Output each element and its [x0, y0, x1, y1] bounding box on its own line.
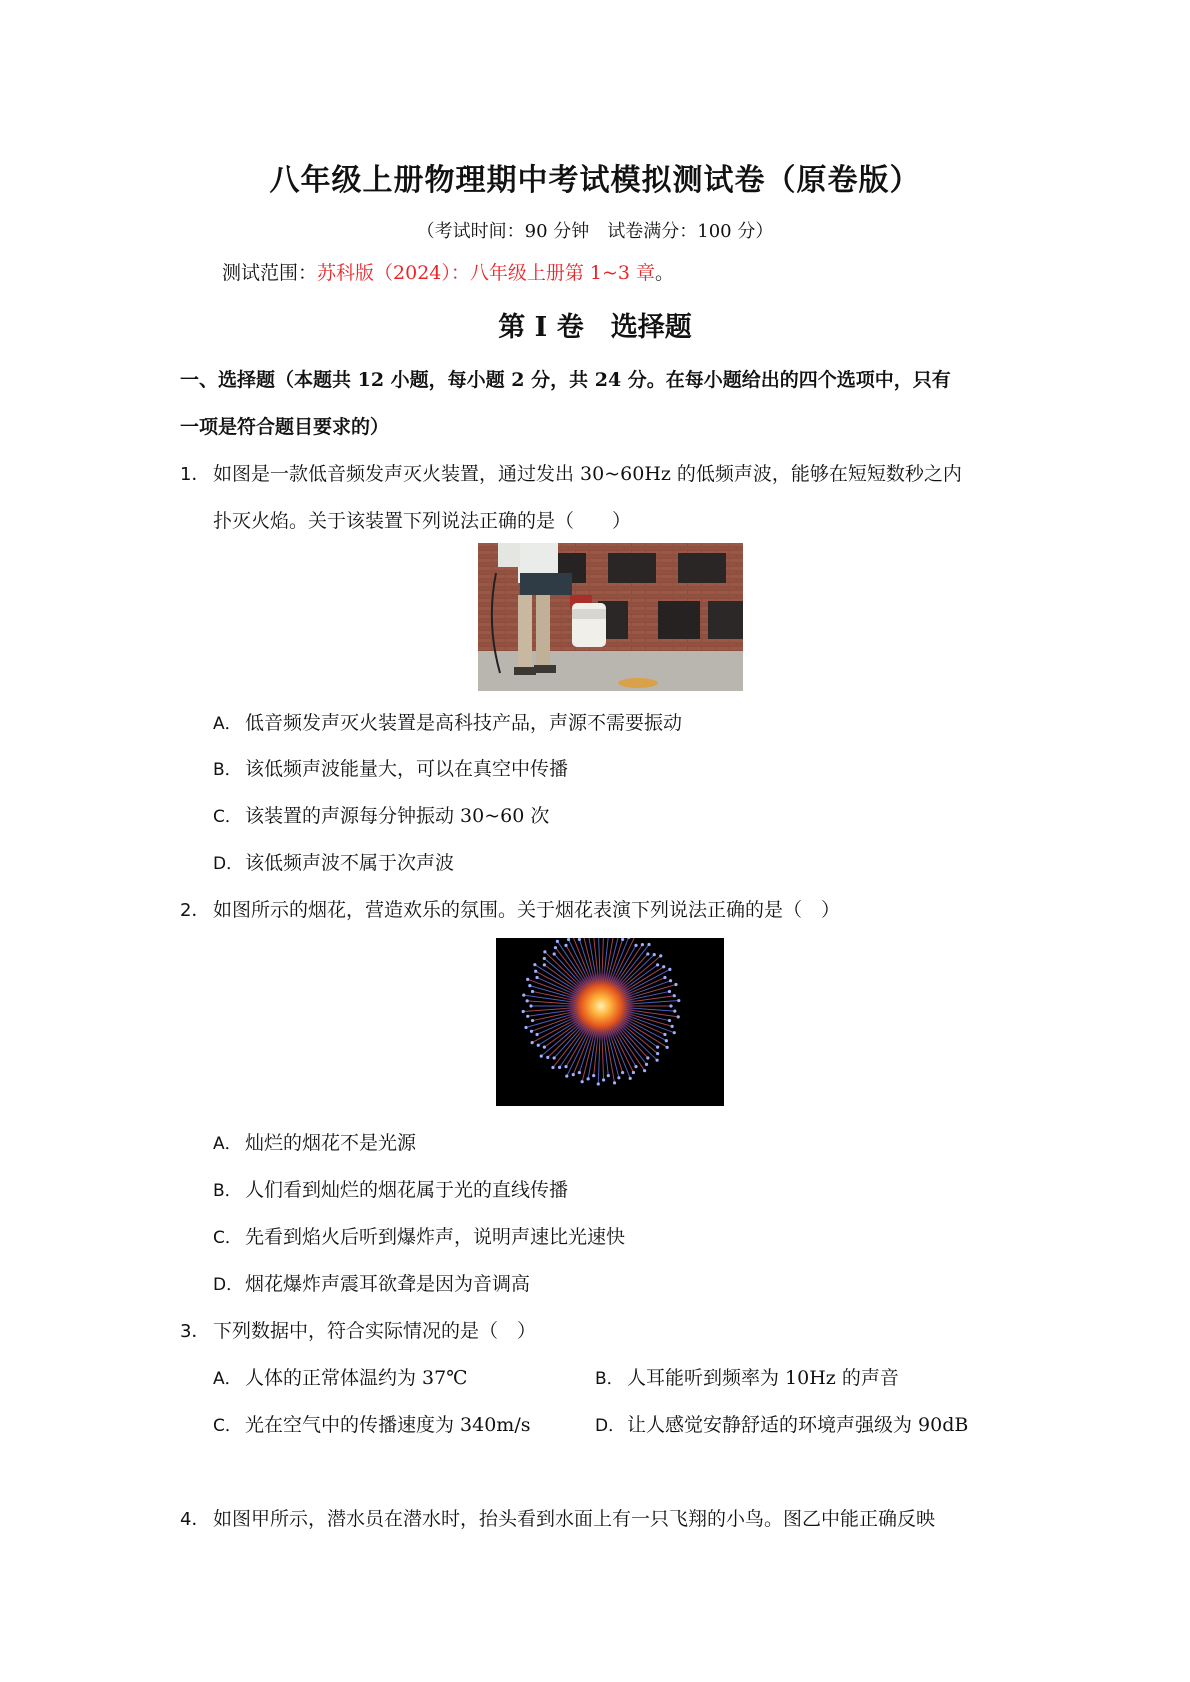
firework-spark [677, 1015, 680, 1018]
firework-spark [572, 1073, 575, 1076]
firework-spark [653, 953, 656, 956]
question-stem: 如图甲所示，潜水员在潜水时，抬头看到水面上有一只飞翔的小鸟。图乙中能正确反映 [213, 1508, 936, 1530]
option-text: 人们看到灿烂的烟花属于光的直线传播 [245, 1179, 569, 1201]
firework-spark [533, 963, 536, 966]
firework-spark [629, 1077, 632, 1080]
question-number: 3． [180, 1321, 210, 1342]
option-text: 烟花爆炸声震耳欲聋是因为音调高 [245, 1273, 531, 1295]
firework-spark [656, 963, 659, 966]
firework-spark [607, 1074, 610, 1077]
firework-spark [546, 1056, 549, 1059]
firework-spark [668, 968, 671, 971]
firework-spark [669, 979, 672, 982]
firework-spark [647, 943, 650, 946]
firework-spark [526, 999, 529, 1002]
firework-spark [656, 1052, 659, 1055]
firework-spark [646, 952, 649, 955]
firework-spark [531, 1019, 534, 1022]
firework-spark [665, 1039, 668, 1042]
firework-spark [668, 1019, 671, 1022]
firework-spark [553, 952, 556, 955]
firework-spark [529, 1004, 532, 1007]
firework-spark [646, 1056, 649, 1059]
firework-spark [673, 1010, 676, 1013]
fire-extinguisher-photo [478, 543, 743, 691]
firework-spark [656, 1046, 659, 1049]
firework-spark [522, 1010, 525, 1013]
q2-option-b [213, 1175, 568, 1202]
volume-title: 第 I 卷 选择题 [498, 312, 692, 343]
exam-title: 八年级上册物理期中考试模拟测试卷（原卷版） [269, 163, 921, 198]
option-text: 灿烂的烟花不是光源 [245, 1132, 417, 1154]
option-text: 该装置的声源每分钟振动 30~60 次 [245, 805, 550, 827]
firework-spark [645, 1063, 648, 1066]
option-text: 人耳能听到频率为 10Hz 的声音 [627, 1367, 899, 1389]
firework-spark [564, 944, 567, 947]
firework-spark [666, 1046, 669, 1049]
q3-option-c [213, 1410, 530, 1437]
question-1-line2: 扑灭火焰。关于该装置下列说法正确的是（ ） [213, 510, 632, 532]
firework-spark [669, 1004, 672, 1007]
option-label: D． [213, 854, 244, 874]
firework-spark [673, 994, 676, 997]
q1-option-b [213, 754, 568, 781]
q3-option-b [595, 1363, 899, 1390]
firework-spark [617, 1076, 620, 1079]
firework-spark [531, 990, 534, 993]
firework-spark [597, 1082, 600, 1085]
exam-subtitle: （考试时间：90 分钟 试卷满分：100 分） [416, 221, 774, 242]
firework-spark [659, 954, 662, 957]
question-1 [180, 459, 962, 486]
fireworks-photo [496, 938, 724, 1106]
firework-spark [526, 978, 529, 981]
option-label: B． [595, 1369, 624, 1389]
firework-spark [565, 1075, 568, 1078]
firework-spark [663, 1033, 666, 1036]
option-label: C． [213, 807, 242, 827]
scope-suffix: 。 [655, 262, 675, 284]
q2-option-d [213, 1269, 530, 1296]
option-label: B． [213, 760, 242, 780]
option-text: 先看到焰火后听到爆炸声，说明声速比光速快 [245, 1226, 626, 1248]
firework-spark [662, 965, 665, 968]
firework-spark [554, 946, 557, 949]
firework-spark [632, 1071, 635, 1074]
firework-spark [553, 1056, 556, 1059]
firework-spark [671, 1025, 674, 1028]
firework-spark [578, 1071, 581, 1074]
firework-spark [522, 994, 525, 997]
option-text: 低音频发声灭火装置是高科技产品，声源不需要振动 [245, 712, 683, 734]
question-3 [180, 1316, 536, 1343]
question-2 [180, 895, 840, 922]
firework-spark [641, 943, 644, 946]
firework-spark [556, 940, 559, 943]
option-label: B． [213, 1181, 242, 1201]
firework-spark [674, 983, 677, 986]
firework-spark [673, 1031, 676, 1034]
q3-option-a [213, 1363, 467, 1390]
section-heading-line1: 一、选择题（本题共 12 小题，每小题 2 分，共 24 分。在每小题给出的四个选项中，只有 [180, 369, 951, 391]
question-stem: 如图所示的烟花，营造欢乐的氛围。关于烟花表演下列说法正确的是（ ） [213, 899, 841, 921]
option-label: A． [213, 1369, 242, 1389]
option-text: 人体的正常体温约为 37℃ [245, 1367, 468, 1389]
firework-spark [540, 1055, 543, 1058]
firework-spark [551, 1066, 554, 1069]
firework-spark [528, 984, 531, 987]
section-heading-line2: 一项是符合题目要求的） [180, 416, 390, 438]
option-text: 让人感觉安静舒适的环境声强级为 90dB [627, 1414, 969, 1436]
option-text: 光在空气中的传播速度为 340m/s [245, 1414, 531, 1436]
firework-spark [543, 950, 546, 953]
firework-spark [531, 1041, 534, 1044]
option-label: C． [213, 1228, 242, 1248]
firework-spark [621, 1071, 624, 1074]
option-label: D． [595, 1416, 626, 1436]
firework-spark [543, 957, 546, 960]
firework-spark [663, 976, 666, 979]
firework-spark [530, 1030, 533, 1033]
firework-spark [534, 970, 537, 973]
option-label: A． [213, 714, 242, 734]
q1-option-c [213, 801, 549, 828]
option-label: A． [213, 1134, 242, 1154]
scope-value: 苏科版（2024）：八年级上册第 1~3 章 [317, 262, 656, 284]
firework-spark [634, 944, 637, 947]
q3-option-d [595, 1410, 968, 1437]
firework-spark [535, 1033, 538, 1036]
firework-spark [602, 1078, 605, 1081]
firework-spark [592, 1074, 595, 1077]
firework-spark [535, 976, 538, 979]
firework-spark [558, 1066, 561, 1069]
option-label: D． [213, 1275, 244, 1295]
question-stem: 下列数据中，符合实际情况的是（ ） [213, 1320, 537, 1342]
option-text: 该低频声波能量大，可以在真空中传播 [245, 758, 569, 780]
firework-spark [643, 1069, 646, 1072]
scope-label: 测试范围： [222, 262, 318, 284]
option-label: C． [213, 1416, 242, 1436]
q1-option-d [213, 848, 454, 875]
firework-spark [564, 1065, 567, 1068]
firework-spark [634, 1065, 637, 1068]
firework-spark [581, 1080, 584, 1083]
question-number: 4． [180, 1509, 210, 1530]
firework-spark [524, 1026, 527, 1029]
question-4 [180, 1504, 935, 1531]
q1-option-a [213, 708, 682, 735]
firework-spark [567, 938, 570, 941]
option-text: 该低频声波不属于次声波 [245, 852, 455, 874]
question-number: 2． [180, 900, 210, 921]
firework-spark [587, 1077, 590, 1080]
q2-option-a [213, 1128, 416, 1155]
firework-spark [668, 990, 671, 993]
firework-spark [613, 1081, 616, 1084]
firework-spark [656, 1059, 659, 1062]
q2-option-c [213, 1222, 625, 1249]
firework-spark [543, 1046, 546, 1049]
test-scope [222, 258, 674, 285]
question-number: 1． [180, 464, 210, 485]
firework-spark [526, 1015, 529, 1018]
question-stem: 如图是一款低音频发声灭火装置，通过发出 30~60Hz 的低频声波，能够在短短数秒之内 [213, 463, 962, 485]
firework-spark [537, 1044, 540, 1047]
firework-spark [677, 999, 680, 1002]
firework-spark [543, 963, 546, 966]
